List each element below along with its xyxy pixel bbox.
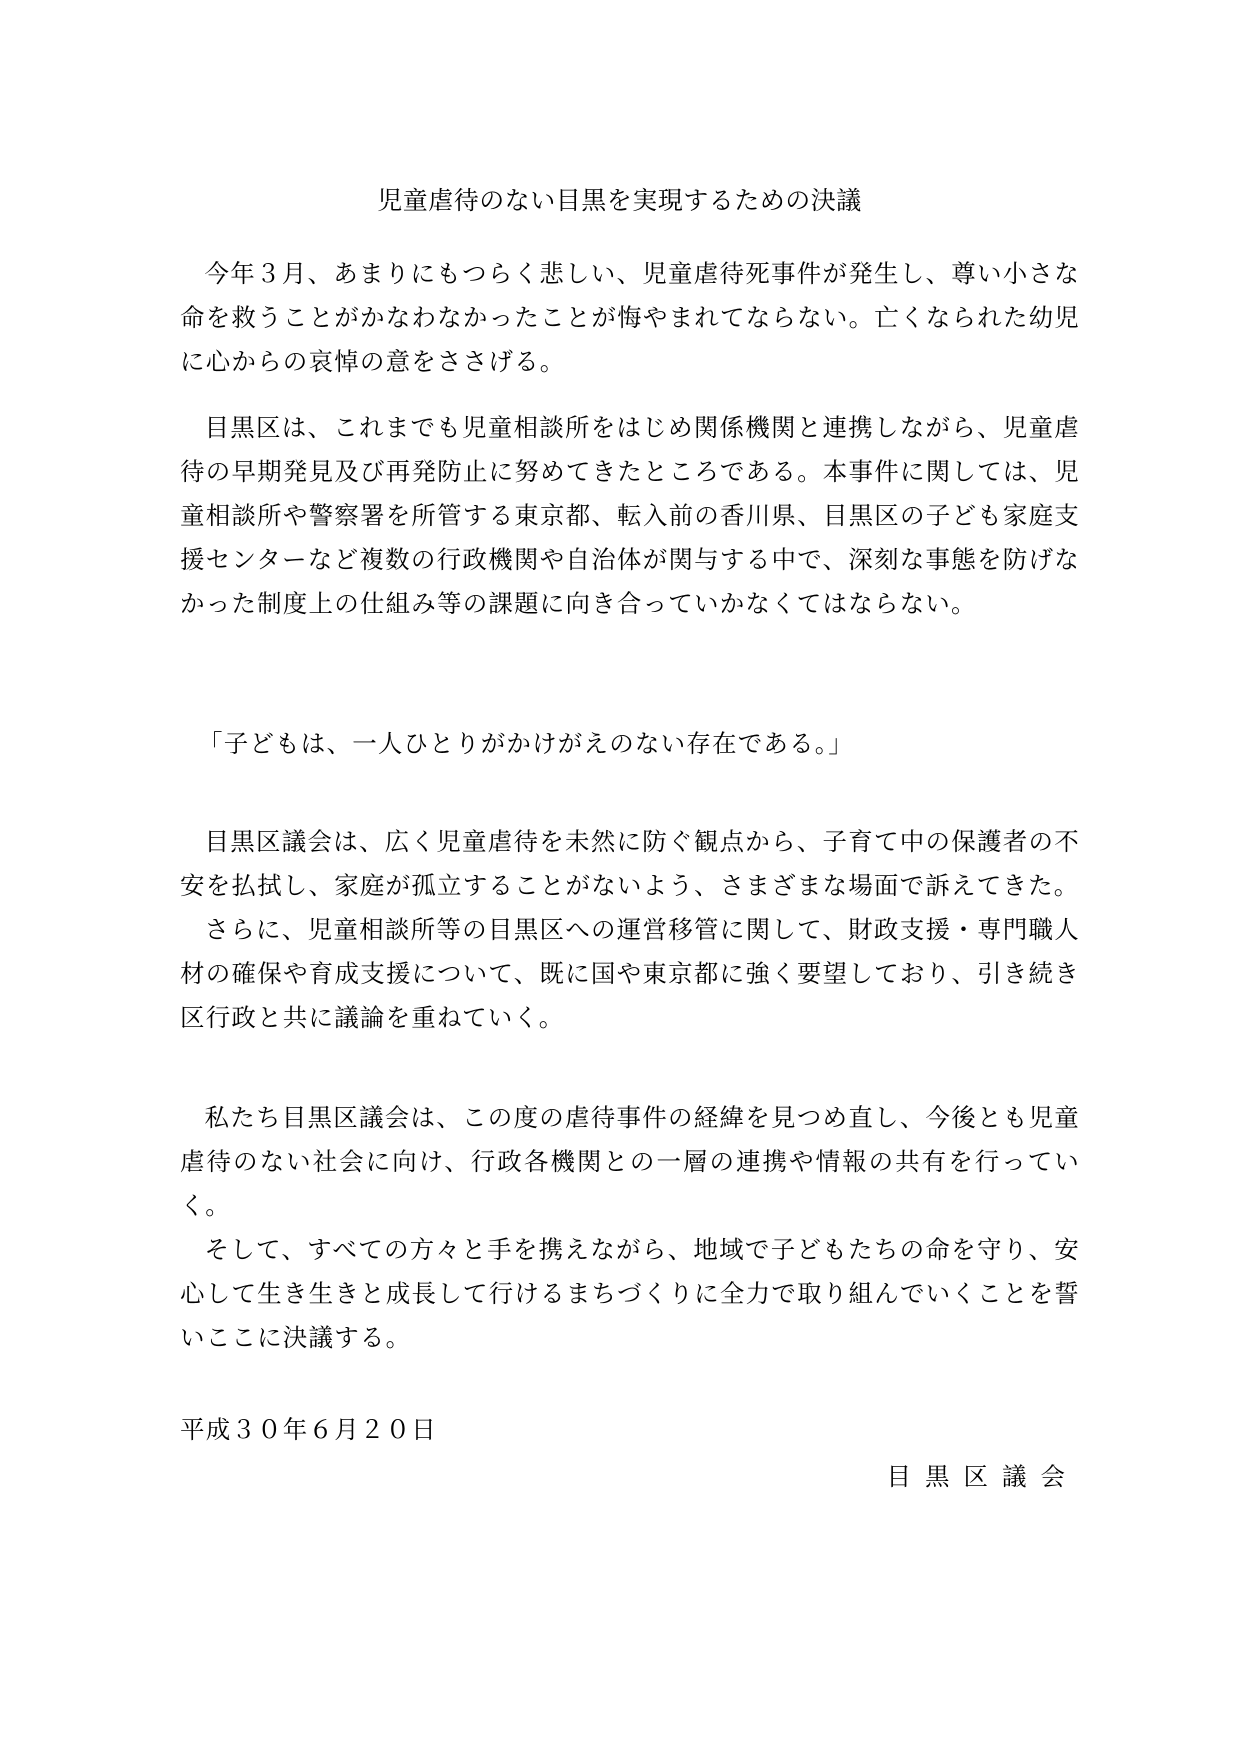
quote-line: 「子どもは、一人ひとりがかけがえのない存在である。」: [198, 729, 854, 758]
paragraph-text: 今年３月、あまりにもつらく悲しい、児童虐待死事件が発生し、尊い小さな命を救うことがかなわなかったことが悔やまれてならない。亡くなられた幼児に心からの哀悼の意をささげる。: [180, 259, 1080, 376]
paragraph-resolution: [180, 1096, 1080, 1360]
paragraph-condolence: [180, 252, 1080, 384]
paragraph-text: 目黒区議会は、広く児童虐待を未然に防ぐ観点から、子育て中の保護者の不安を払拭し、家庭が孤立することがないよう、さまざまな場面で訴えてきた。: [180, 827, 1080, 900]
resolution-date: 平成３０年６月２０日: [180, 1415, 437, 1444]
paragraph-meguro-efforts: [180, 406, 1080, 626]
paragraph-text: 目黒区は、これまでも児童相談所をはじめ関係機関と連携しながら、児童虐待の早期発見及び再発防止に努めてきたところである。本事件に関しては、児童相談所や警察署を所管する東京都、転入前の香川県、目黒区の子ども家庭支援センターなど複数の行政機関や自治体が関与する中で、深刻な事態を防げなかった制度上の仕組み等の課題に向き合っていかなくてはならない。: [180, 413, 1080, 618]
document-title: 児童虐待のない目黒を実現するための決議: [377, 186, 862, 215]
signature: 目黒区議会: [886, 1462, 1079, 1491]
paragraph-text: 私たち目黒区議会は、この度の虐待事件の経緯を見つめ直し、今後とも児童虐待のない社会に向け、行政各機関との一層の連携や情報の共有を行っていく。: [180, 1103, 1080, 1220]
paragraph-text: そして、すべての方々と手を携えながら、地域で子どもたちの命を守り、安心して生き生きと成長して行けるまちづくりに全力で取り組んでいくことを誓いここに決議する。: [180, 1235, 1080, 1352]
paragraph-council-actions: [180, 820, 1080, 1040]
paragraph-text: さらに、児童相談所等の目黒区への運営移管に関して、財政支援・専門職人材の確保や育成支援について、既に国や東京都に強く要望しており、引き続き区行政と共に議論を重ねていく。: [180, 915, 1080, 1032]
